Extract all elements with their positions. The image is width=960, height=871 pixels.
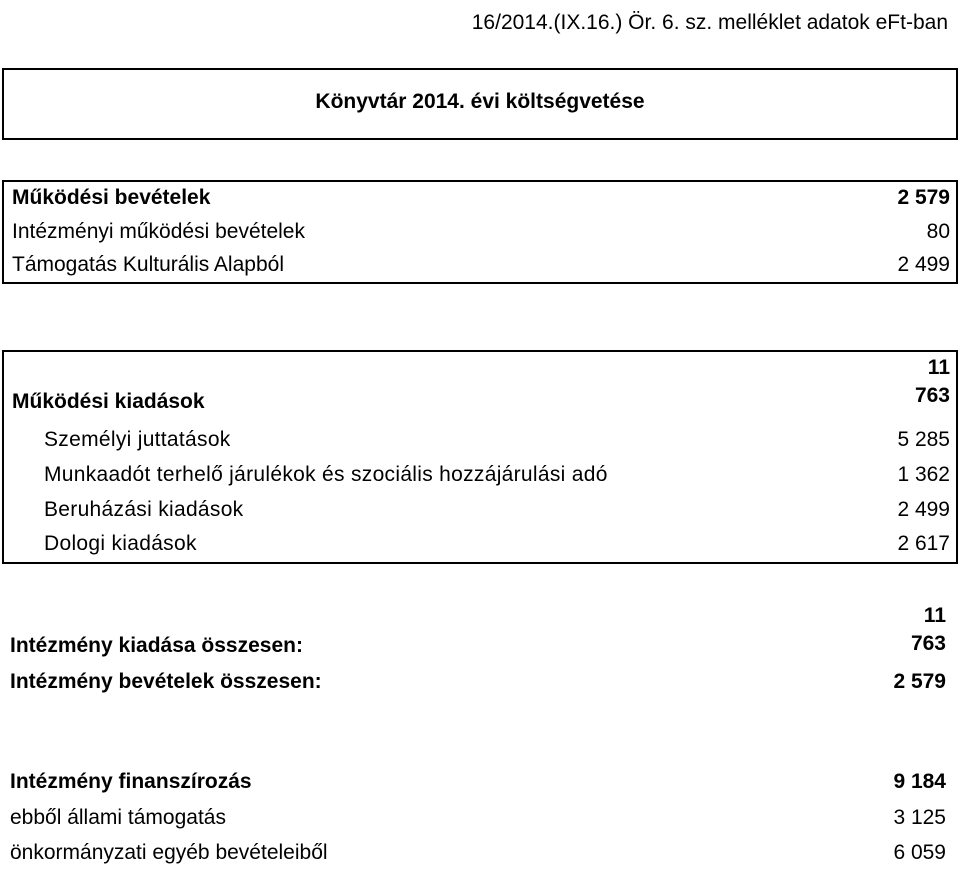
table-row — [4, 424, 956, 458]
table-row — [4, 494, 956, 528]
row-label: Intézményi működési bevételek — [12, 220, 305, 243]
financing-item-label: önkormányzati egyéb bevételeiből — [10, 841, 328, 864]
row-value: 1 362 — [897, 463, 950, 486]
row-label: Támogatás Kulturális Alapból — [12, 253, 284, 276]
expenses-heading-value — [915, 354, 950, 410]
expense-total-label: Intézmény kiadása összesen: — [10, 634, 303, 657]
financing-item-value: 3 125 — [893, 806, 946, 829]
row-value: 2 617 — [897, 532, 950, 555]
revenue-total-label: Intézmény bevételek összesen: — [10, 670, 322, 693]
value-line: 763 — [910, 632, 946, 655]
title-box — [2, 68, 958, 140]
financing-heading-label: Intézmény finanszírozás — [10, 770, 252, 793]
page-title: Könyvtár 2014. évi költségvetése — [315, 90, 645, 113]
revenue-heading-row — [4, 182, 956, 216]
financing-item-label: ebből állami támogatás — [10, 806, 226, 829]
expenses-table — [2, 350, 958, 564]
value-line: 11 — [927, 356, 950, 379]
table-row — [4, 528, 956, 562]
value-line: 11 — [923, 604, 946, 627]
row-label: Személyi juttatások — [44, 428, 231, 451]
value-line: 763 — [914, 384, 950, 407]
revenue-heading-label: Működési bevételek — [12, 186, 211, 209]
row-value: 2 499 — [897, 253, 950, 276]
row-label: Dologi kiadások — [44, 532, 197, 555]
table-row — [4, 216, 956, 250]
revenue-table — [2, 180, 958, 284]
expense-total-value — [911, 602, 946, 658]
revenue-heading-value: 2 579 — [897, 186, 950, 209]
revenue-total-value: 2 579 — [893, 670, 946, 693]
table-row — [4, 249, 956, 283]
table-row — [4, 459, 956, 493]
row-value: 5 285 — [897, 428, 950, 451]
row-value: 2 499 — [897, 498, 950, 521]
row-value: 80 — [926, 220, 950, 243]
annex-header: 16/2014.(IX.16.) Ör. 6. sz. melléklet adatok eFt-ban — [471, 11, 948, 34]
financing-heading-value: 9 184 — [893, 770, 946, 793]
financing-item-value: 6 059 — [893, 841, 946, 864]
row-label: Beruházási kiadások — [44, 498, 244, 521]
row-label: Munkaadót terhelő járulékok és szociális hozzájárulási adó — [44, 463, 608, 486]
expenses-heading-label: Működési kiadások — [12, 390, 205, 413]
